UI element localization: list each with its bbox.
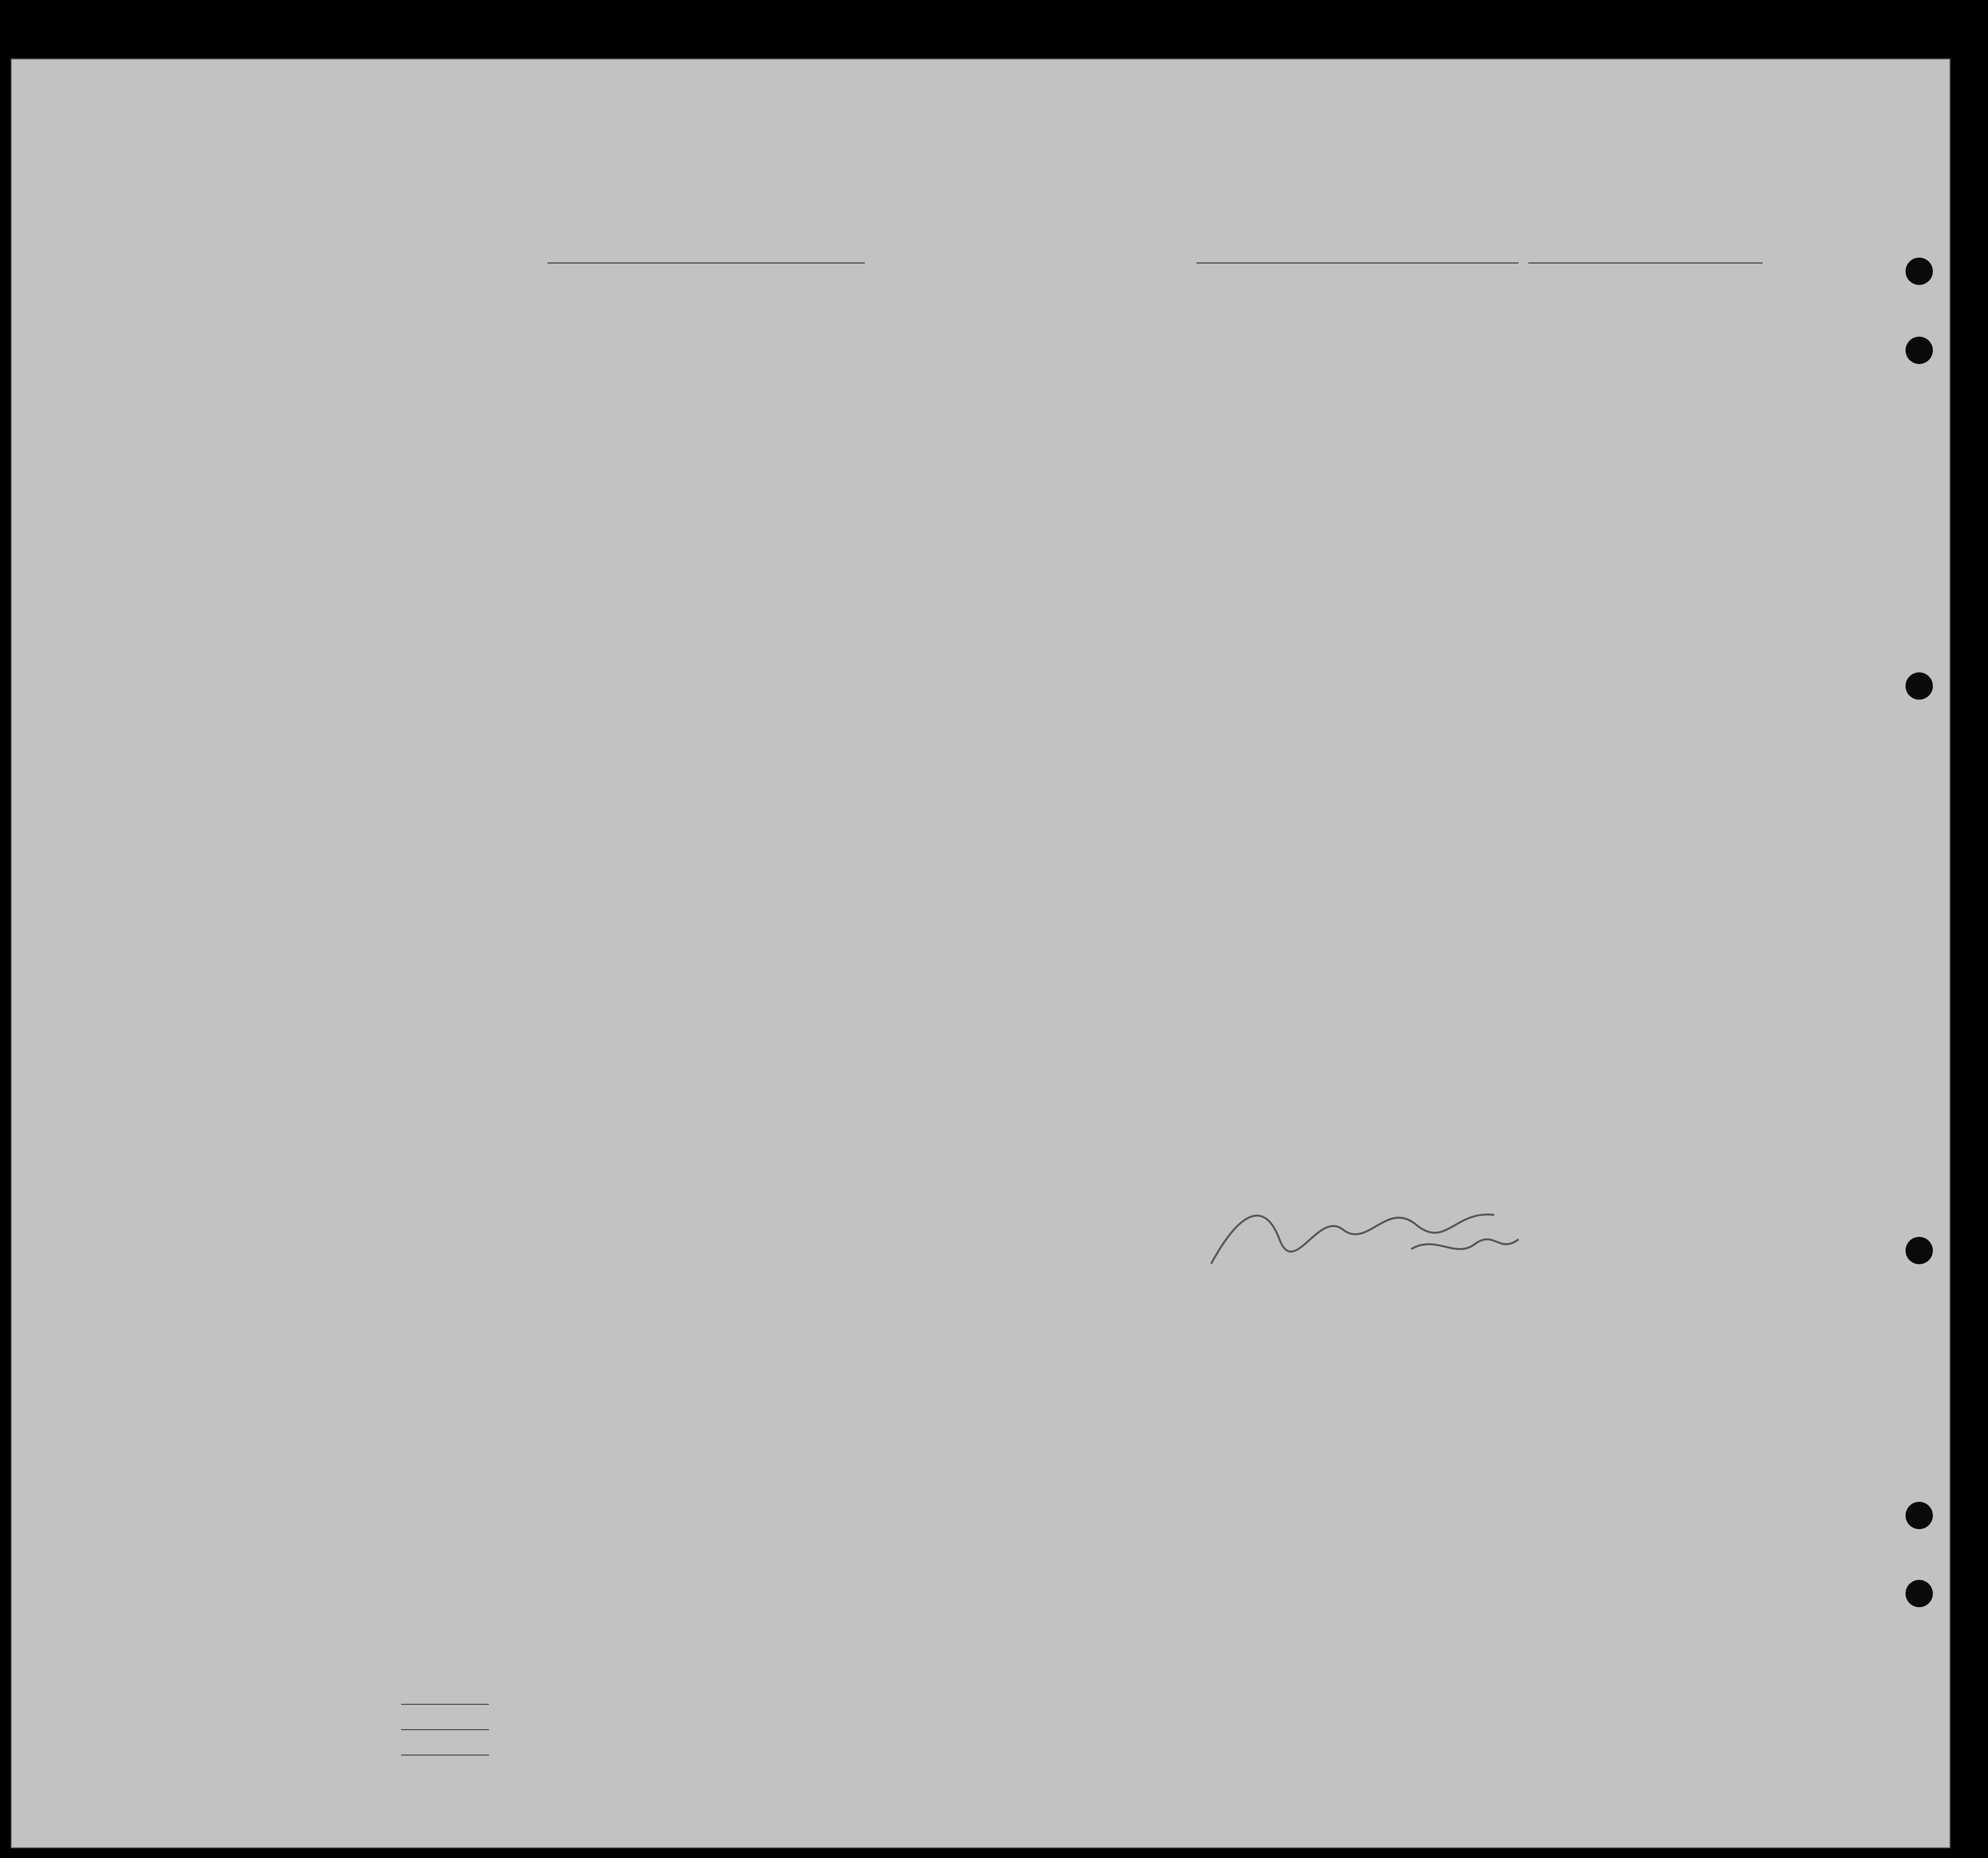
inspector-signature	[1182, 1181, 1523, 1288]
manifest-sheet	[11, 59, 1950, 1848]
punch-hole	[1906, 258, 1933, 285]
punch-hole	[1906, 337, 1933, 364]
table-grid	[11, 59, 1950, 1848]
punch-hole	[1906, 672, 1933, 700]
punch-hole	[1906, 1580, 1933, 1607]
citizens-line	[401, 1729, 489, 1730]
aliens-line	[401, 1755, 489, 1756]
punch-hole	[1906, 1502, 1933, 1529]
punch-hole	[1906, 1237, 1933, 1264]
total-line	[401, 1704, 489, 1705]
